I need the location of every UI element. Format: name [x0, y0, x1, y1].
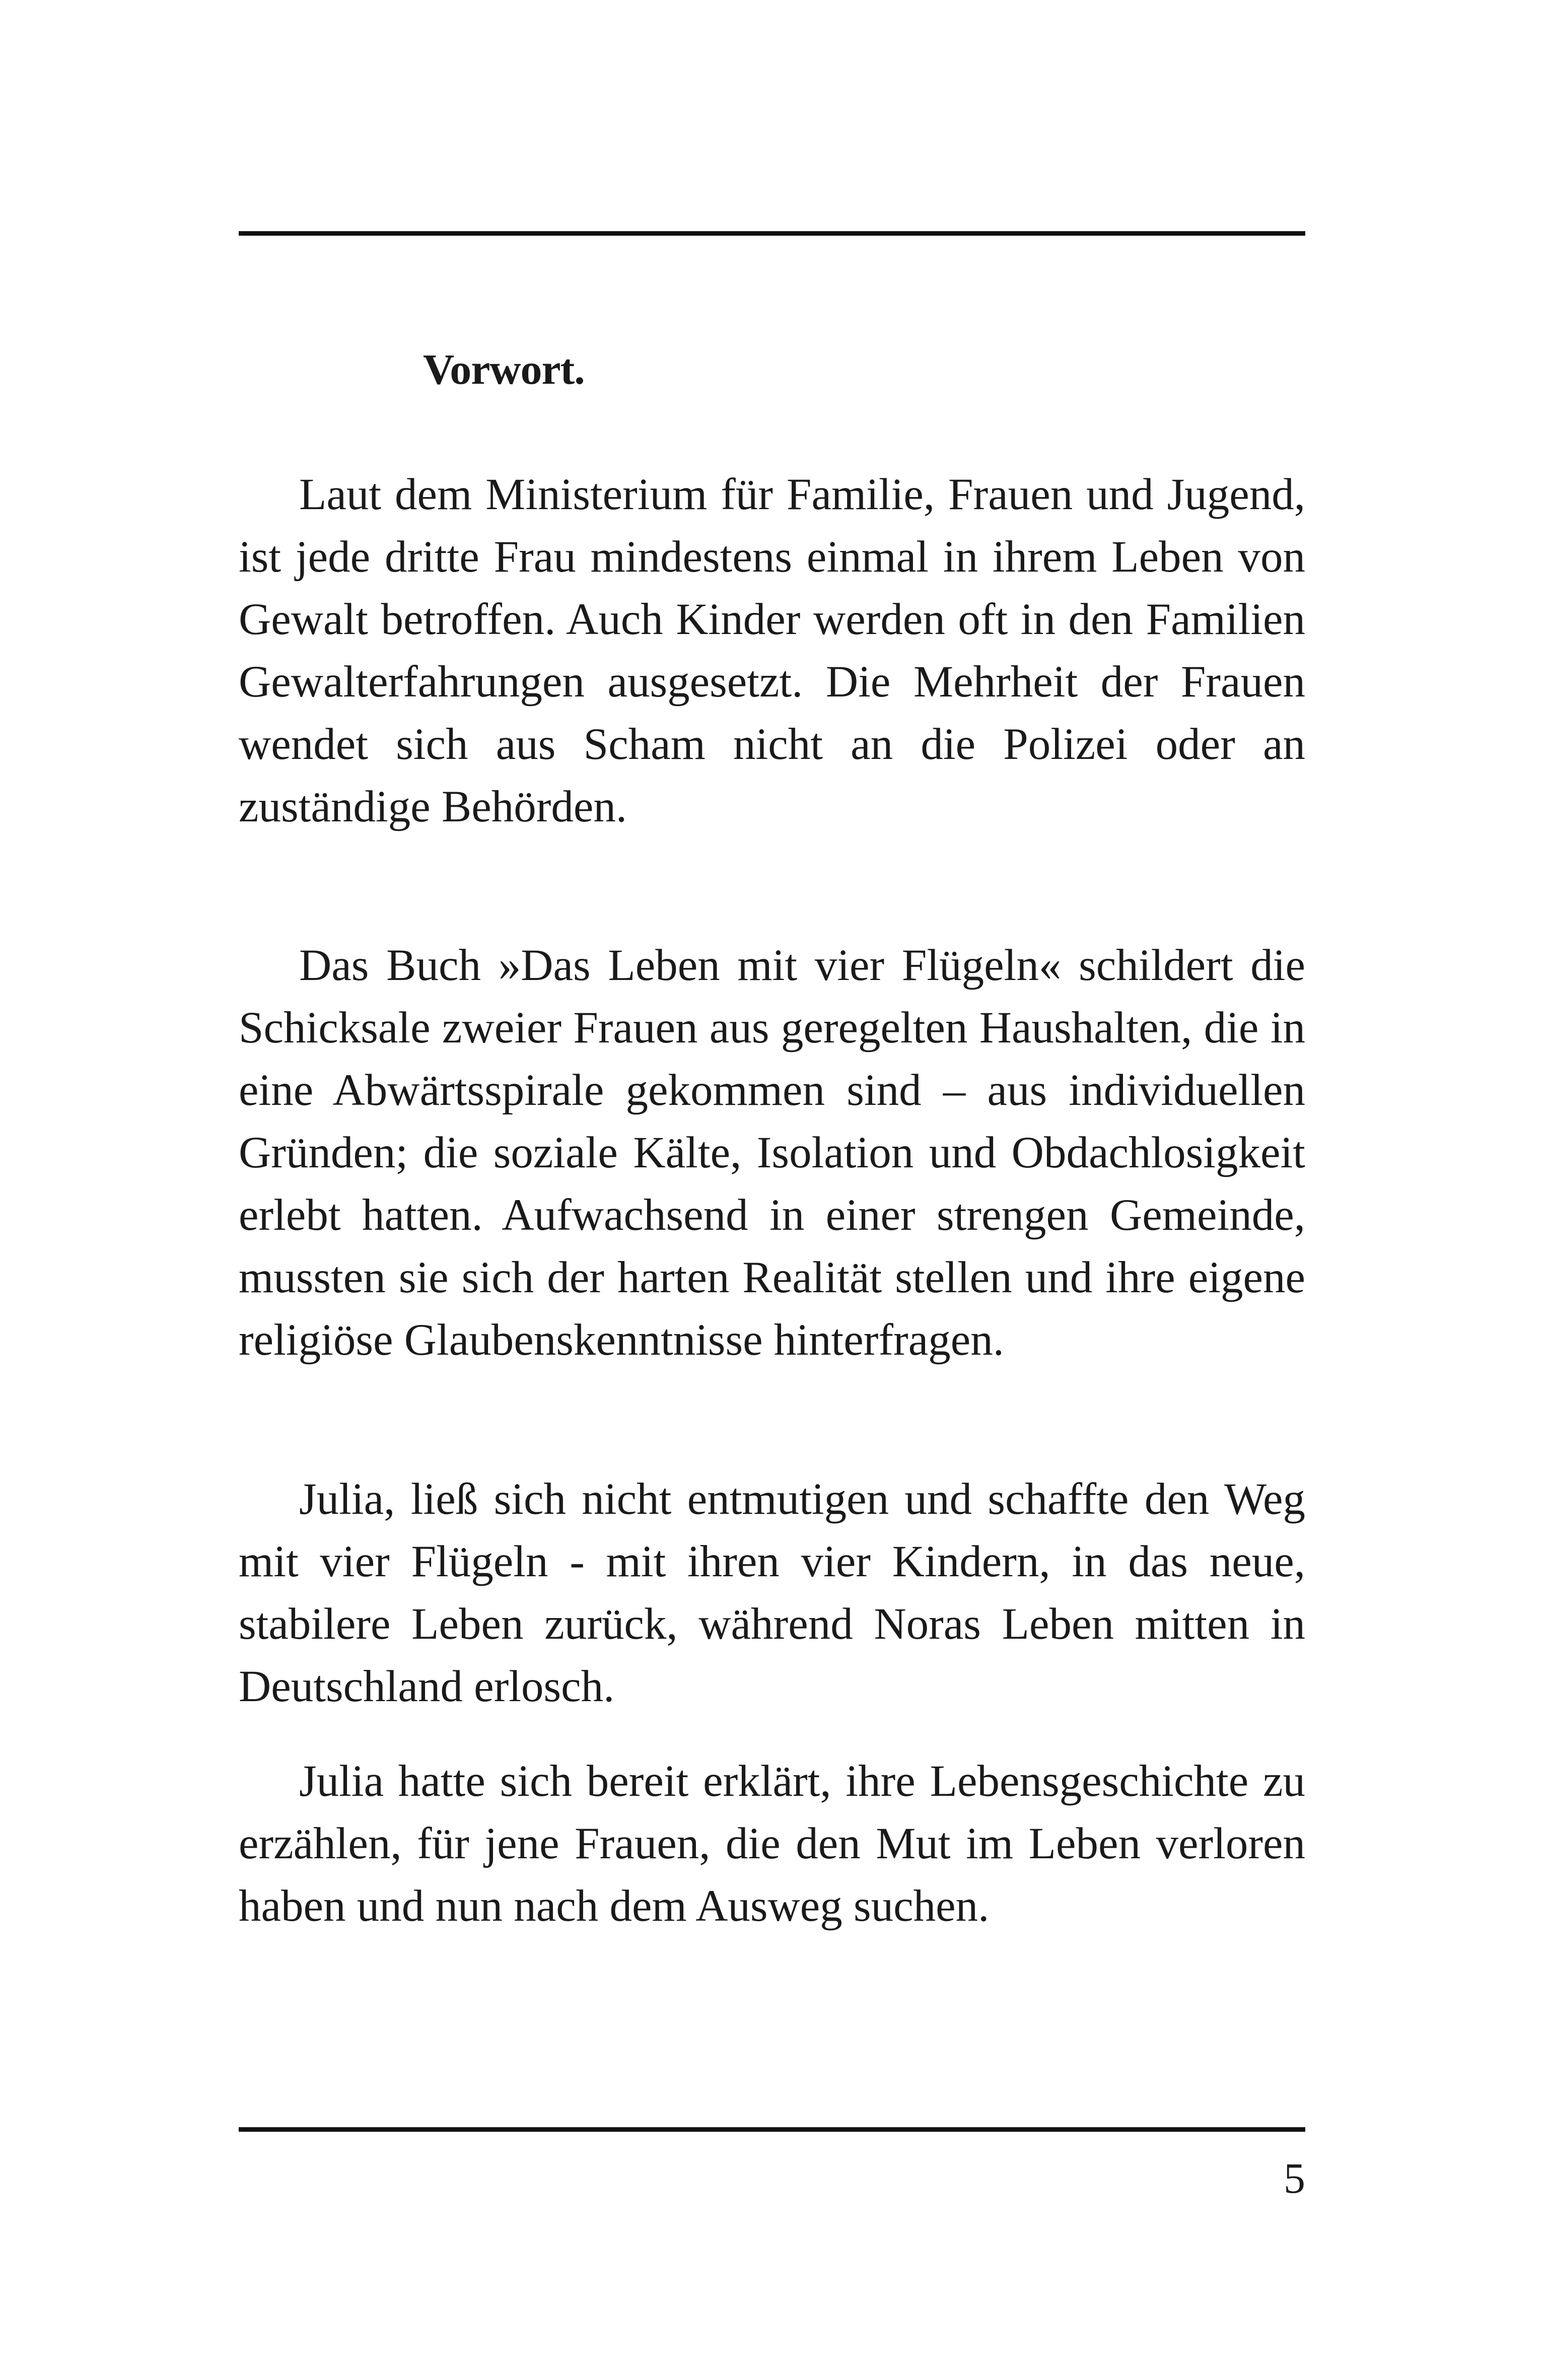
paragraph-1: Laut dem Ministerium für Familie, Frauen und Jugend, ist jede dritte Frau mindestens einmal in ihrem Leben von Gewalt betroffen. Auch Kinder werden oft in den Familien Gewalterfahrungen ausgesetzt. Die Mehrheit der Frauen wendet sich aus Scham nicht an die Polizei oder an zuständige Behörden.: [239, 470, 1305, 831]
paragraph-2: Das Buch »Das Leben mit vier Flügeln« schildert die Schicksale zweier Frauen aus geregelten Haushalten, die in eine Abwärtsspirale gekommen sind – aus individuellen Gründen; die soziale Kälte, Isolation und Obdachlosigkeit erlebt hatten. Aufwachsend in einer strengen Gemeinde, mussten sie sich der harten Realität stellen und ihre eigene religiöse Glaubenskenntnisse hinterfragen.: [239, 941, 1305, 1365]
bottom-rule: [239, 2127, 1305, 2132]
paragraph-3: Julia, ließ sich nicht entmutigen und schaffte den Weg mit vier Flügeln - mit ihren vier Kindern, in das neue, stabilere Leben zurück, während Noras Leben mitten in Deutschland erlosch.: [239, 1475, 1305, 1711]
chapter-title: Vorwort.: [423, 345, 585, 393]
top-rule: [239, 231, 1305, 236]
paragraph-4: Julia hatte sich bereit erklärt, ihre Lebensgeschichte zu erzählen, für jene Frauen, die den Mut im Leben verloren haben und nun nach dem Ausweg suchen.: [239, 1757, 1305, 1931]
page-number: 5: [1284, 2154, 1305, 2202]
